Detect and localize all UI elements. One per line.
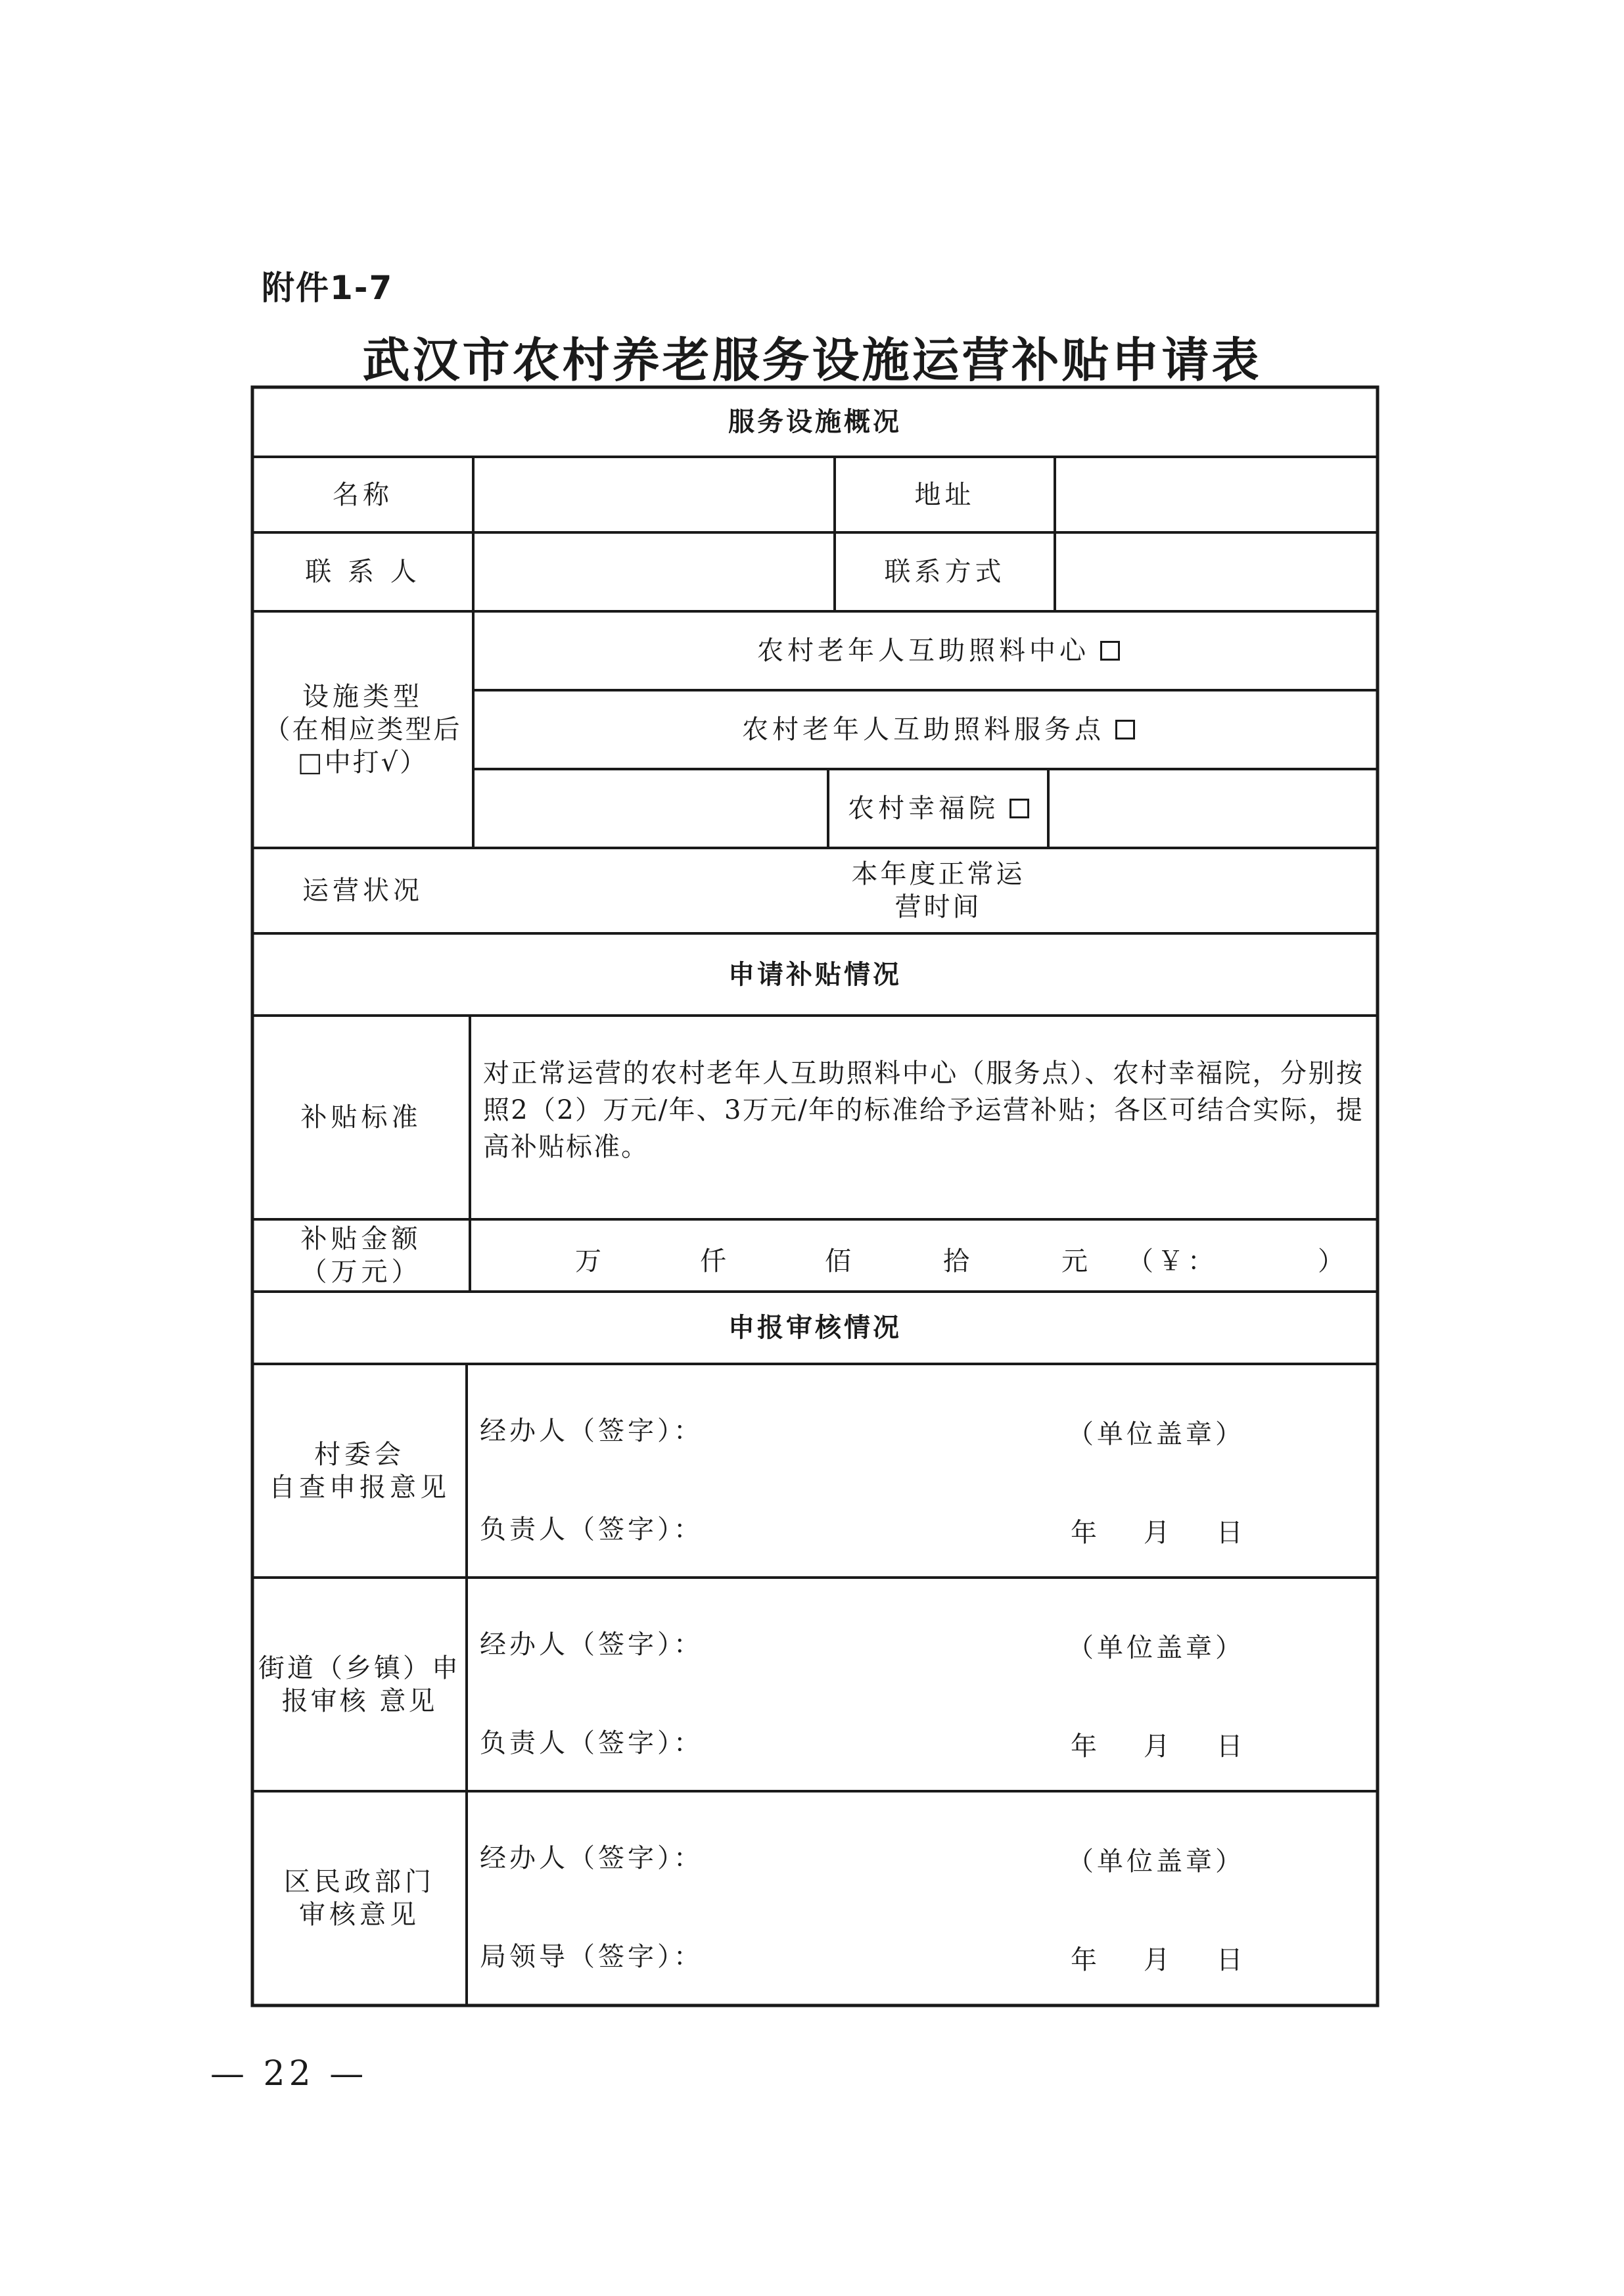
form-title: 武汉市农村养老服务设施运营补贴申请表 xyxy=(362,332,1262,388)
option-service-point-label: 农村老年人互助照料服务点 xyxy=(742,715,1105,745)
normal-operation-time-label xyxy=(828,848,1048,933)
address-label: 地址 xyxy=(914,479,975,510)
normal-operation-time-field[interactable] xyxy=(1048,848,1378,933)
review-village-handler-sign[interactable]: 经办人（签字）： xyxy=(480,1416,703,1446)
review-district-date[interactable]: 年 月 日 xyxy=(1071,1945,1245,1975)
option-happiness-home-label: 农村幸福院 xyxy=(848,793,999,824)
review-row-village xyxy=(252,1364,1378,1578)
review-village-label xyxy=(252,1364,467,1578)
review-village-date[interactable]: 年 月 日 xyxy=(1071,1518,1245,1548)
section-subsidy-heading: 申请补贴情况 xyxy=(728,959,902,990)
unit-shi: 拾 xyxy=(943,1246,969,1277)
subsidy-amount-label-line2: （万元） xyxy=(300,1257,422,1287)
facility-type-label-line2: （在相应类型后 xyxy=(264,715,462,745)
review-district-handler-sign[interactable]: 经办人（签字）： xyxy=(480,1843,703,1873)
review-district-label-line1: 区民政部门 xyxy=(284,1867,435,1897)
review-street-label xyxy=(252,1578,467,1791)
review-street-date[interactable]: 年 月 日 xyxy=(1071,1731,1245,1762)
normal-operation-time-label-line2: 营时间 xyxy=(894,892,982,922)
name-label: 名称 xyxy=(333,479,393,510)
contact-method-label: 联系方式 xyxy=(884,557,1006,587)
facility-type-label-line3: □中打√） xyxy=(297,747,429,778)
review-street-leader-sign[interactable]: 负责人（签字）： xyxy=(480,1728,703,1758)
review-village-seal: （单位盖章） xyxy=(1067,1419,1245,1449)
subsidy-amount-field[interactable] xyxy=(470,1219,1378,1292)
review-street-handler-sign[interactable]: 经办人（签字）： xyxy=(480,1629,703,1660)
section-overview-heading: 服务设施概况 xyxy=(728,407,902,437)
option-center-label: 农村老年人互助照料中心 xyxy=(757,636,1090,666)
attachment-label: 附件1-7 xyxy=(262,269,394,307)
review-district-label-line2: 审核意见 xyxy=(299,1900,420,1930)
page-number: — 22 — xyxy=(210,2054,368,2094)
review-street-label-line2: 报审核 意见 xyxy=(281,1685,438,1716)
subsidy-amount-label xyxy=(252,1219,470,1292)
review-district-label xyxy=(252,1791,467,2005)
review-district-seal: （单位盖章） xyxy=(1067,1846,1245,1877)
form-text-layer xyxy=(250,385,1380,2008)
subsidy-standard-text: 对正常运营的农村老年人互助照料中心（服务点）、农村幸福院，分别按照2（2）万元/年、3万元/年的标准给予运营补贴；各区可结合实际，提高补贴标准。 xyxy=(483,1058,1364,1162)
operation-status-label: 运营状况 xyxy=(302,876,423,906)
unit-wan: 万 xyxy=(575,1246,601,1277)
review-street-seal: （单位盖章） xyxy=(1067,1633,1245,1663)
review-street-label-line1: 街道（乡镇）申 xyxy=(258,1652,461,1683)
review-row-district xyxy=(252,1791,1378,2005)
review-village-label-line1: 村委会 xyxy=(314,1439,405,1470)
currency-close: ） xyxy=(1318,1246,1344,1277)
unit-qian: 仟 xyxy=(700,1246,726,1277)
facility-type-label-line1: 设施类型 xyxy=(302,682,423,712)
operation-status-field[interactable] xyxy=(473,848,828,933)
contact-person-label: 联 系 人 xyxy=(305,557,421,587)
unit-yuan: 元 xyxy=(1061,1246,1088,1277)
review-village-label-line2: 自查申报意见 xyxy=(269,1472,450,1503)
normal-operation-time-label-line1: 本年度正常运 xyxy=(851,859,1025,889)
currency-open: （￥： xyxy=(1127,1246,1218,1277)
subsidy-standard-label: 补贴标准 xyxy=(300,1102,422,1133)
unit-bai: 佰 xyxy=(825,1246,851,1277)
subsidy-amount-label-line1: 补贴金额 xyxy=(300,1224,422,1254)
review-village-leader-sign[interactable]: 负责人（签字）： xyxy=(480,1514,703,1545)
review-district-leader-sign[interactable]: 局领导（签字）： xyxy=(480,1942,703,1972)
review-row-street xyxy=(252,1578,1378,1791)
section-review-heading: 申报审核情况 xyxy=(728,1313,902,1343)
